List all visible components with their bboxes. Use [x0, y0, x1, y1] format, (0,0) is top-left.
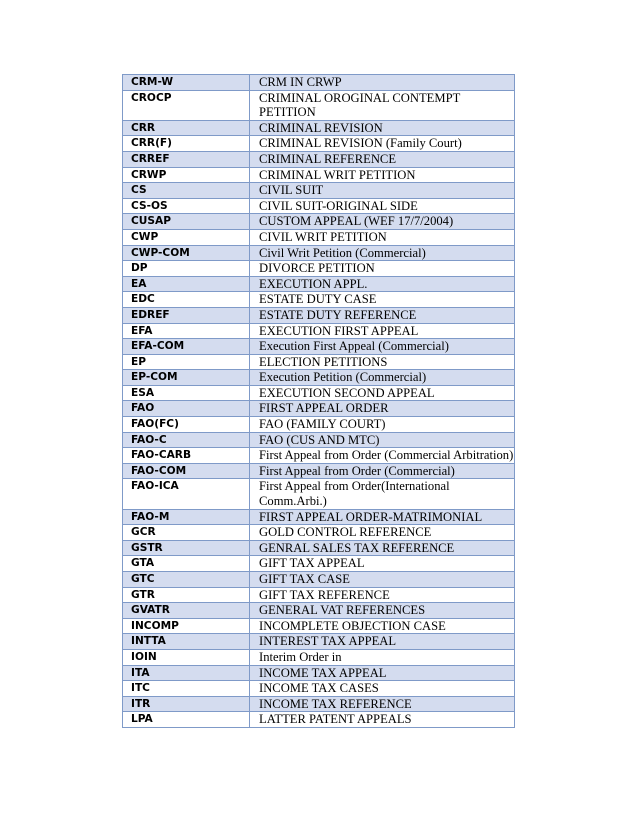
case-code: INCOMP: [123, 618, 250, 634]
case-code: FAO-M: [123, 509, 250, 525]
table-row: [123, 75, 515, 91]
table-row: [123, 587, 515, 603]
case-description: Execution Petition (Commercial): [250, 370, 515, 386]
table-row: [123, 214, 515, 230]
case-description: FIRST APPEAL ORDER: [250, 401, 515, 417]
case-description: Interim Order in: [250, 649, 515, 665]
table-row: [123, 323, 515, 339]
case-description: CRIMINAL WRIT PETITION: [250, 167, 515, 183]
case-description: CRM IN CRWP: [250, 75, 515, 91]
case-description: CRIMINAL REFERENCE: [250, 151, 515, 167]
case-code: EDC: [123, 292, 250, 308]
case-description: GIFT TAX APPEAL: [250, 556, 515, 572]
table-row: [123, 245, 515, 261]
table-row: [123, 120, 515, 136]
case-code: FAO-C: [123, 432, 250, 448]
table-row: [123, 618, 515, 634]
case-description: INCOMPLETE OBJECTION CASE: [250, 618, 515, 634]
case-description: CIVIL WRIT PETITION: [250, 229, 515, 245]
case-description: CIVIL SUIT-ORIGINAL SIDE: [250, 198, 515, 214]
case-code: FAO-COM: [123, 463, 250, 479]
case-code: GTC: [123, 572, 250, 588]
case-code: CRM-W: [123, 75, 250, 91]
case-code: GSTR: [123, 540, 250, 556]
case-code: CRREF: [123, 151, 250, 167]
case-description: Civil Writ Petition (Commercial): [250, 245, 515, 261]
table-row: [123, 556, 515, 572]
case-description: EXECUTION FIRST APPEAL: [250, 323, 515, 339]
case-code: CUSAP: [123, 214, 250, 230]
case-description: Execution First Appeal (Commercial): [250, 339, 515, 355]
case-code: FAO(FC): [123, 417, 250, 433]
case-code: ITC: [123, 681, 250, 697]
case-code: EP-COM: [123, 370, 250, 386]
case-description: GIFT TAX CASE: [250, 572, 515, 588]
case-code: CS: [123, 183, 250, 199]
case-description: First Appeal from Order(International Comm.Arbi.): [250, 479, 515, 509]
case-description: GIFT TAX REFERENCE: [250, 587, 515, 603]
table-row: [123, 276, 515, 292]
case-description: INCOME TAX CASES: [250, 681, 515, 697]
table-row: [123, 401, 515, 417]
case-description: GOLD CONTROL REFERENCE: [250, 525, 515, 541]
table-row: [123, 479, 515, 509]
case-description: INCOME TAX REFERENCE: [250, 696, 515, 712]
case-code: DP: [123, 261, 250, 277]
case-description: CUSTOM APPEAL (WEF 17/7/2004): [250, 214, 515, 230]
table-row: [123, 540, 515, 556]
case-description: GENERAL VAT REFERENCES: [250, 603, 515, 619]
table-row: [123, 90, 515, 120]
case-description: CIVIL SUIT: [250, 183, 515, 199]
table-row: [123, 681, 515, 697]
table-row: [123, 229, 515, 245]
table-row: [123, 634, 515, 650]
case-description: CRIMINAL REVISION: [250, 120, 515, 136]
table-row: [123, 339, 515, 355]
case-description: GENRAL SALES TAX REFERENCE: [250, 540, 515, 556]
case-description: First Appeal from Order (Commercial): [250, 463, 515, 479]
table-row: [123, 136, 515, 152]
case-code: FAO-CARB: [123, 448, 250, 464]
case-code: IOIN: [123, 649, 250, 665]
table-row: [123, 151, 515, 167]
case-code: CWP: [123, 229, 250, 245]
case-code: FAO: [123, 401, 250, 417]
table-row: [123, 572, 515, 588]
case-code: EDREF: [123, 307, 250, 323]
case-code: FAO-ICA: [123, 479, 250, 509]
table-row: [123, 432, 515, 448]
case-code: LPA: [123, 712, 250, 728]
case-description: CRIMINAL OROGINAL CONTEMPT PETITION: [250, 90, 515, 120]
table-row: [123, 354, 515, 370]
case-code: INTTA: [123, 634, 250, 650]
case-code: CRWP: [123, 167, 250, 183]
table-row: [123, 292, 515, 308]
table-row: [123, 183, 515, 199]
case-description: EXECUTION SECOND APPEAL: [250, 385, 515, 401]
table-row: [123, 509, 515, 525]
case-code: CS-OS: [123, 198, 250, 214]
case-description: ESTATE DUTY REFERENCE: [250, 307, 515, 323]
table-row: [123, 649, 515, 665]
case-code: GCR: [123, 525, 250, 541]
table-row: [123, 525, 515, 541]
case-description: ESTATE DUTY CASE: [250, 292, 515, 308]
case-description: DIVORCE PETITION: [250, 261, 515, 277]
case-description: FAO (FAMILY COURT): [250, 417, 515, 433]
case-code: CRR: [123, 120, 250, 136]
case-code: ITR: [123, 696, 250, 712]
table-row: [123, 167, 515, 183]
table-row: [123, 370, 515, 386]
case-code: GVATR: [123, 603, 250, 619]
case-code: EA: [123, 276, 250, 292]
case-code: CROCP: [123, 90, 250, 120]
case-type-table-body: [123, 75, 515, 728]
case-code: EFA-COM: [123, 339, 250, 355]
case-code: ESA: [123, 385, 250, 401]
table-row: [123, 696, 515, 712]
case-description: CRIMINAL REVISION (Family Court): [250, 136, 515, 152]
case-code: EP: [123, 354, 250, 370]
table-row: [123, 463, 515, 479]
case-code: EFA: [123, 323, 250, 339]
case-description: FIRST APPEAL ORDER-MATRIMONIAL: [250, 509, 515, 525]
case-code: ITA: [123, 665, 250, 681]
table-row: [123, 417, 515, 433]
case-type-table: [122, 74, 515, 728]
case-code: GTA: [123, 556, 250, 572]
case-description: ELECTION PETITIONS: [250, 354, 515, 370]
case-description: FAO (CUS AND MTC): [250, 432, 515, 448]
table-row: [123, 198, 515, 214]
table-row: [123, 603, 515, 619]
table-row: [123, 665, 515, 681]
case-description: EXECUTION APPL.: [250, 276, 515, 292]
case-description: INCOME TAX APPEAL: [250, 665, 515, 681]
case-description: First Appeal from Order (Commercial Arbitration): [250, 448, 515, 464]
table-row: [123, 712, 515, 728]
case-code: CWP-COM: [123, 245, 250, 261]
case-code: GTR: [123, 587, 250, 603]
case-description: LATTER PATENT APPEALS: [250, 712, 515, 728]
table-row: [123, 307, 515, 323]
table-row: [123, 448, 515, 464]
table-row: [123, 385, 515, 401]
case-code: CRR(F): [123, 136, 250, 152]
table-row: [123, 261, 515, 277]
case-description: INTEREST TAX APPEAL: [250, 634, 515, 650]
